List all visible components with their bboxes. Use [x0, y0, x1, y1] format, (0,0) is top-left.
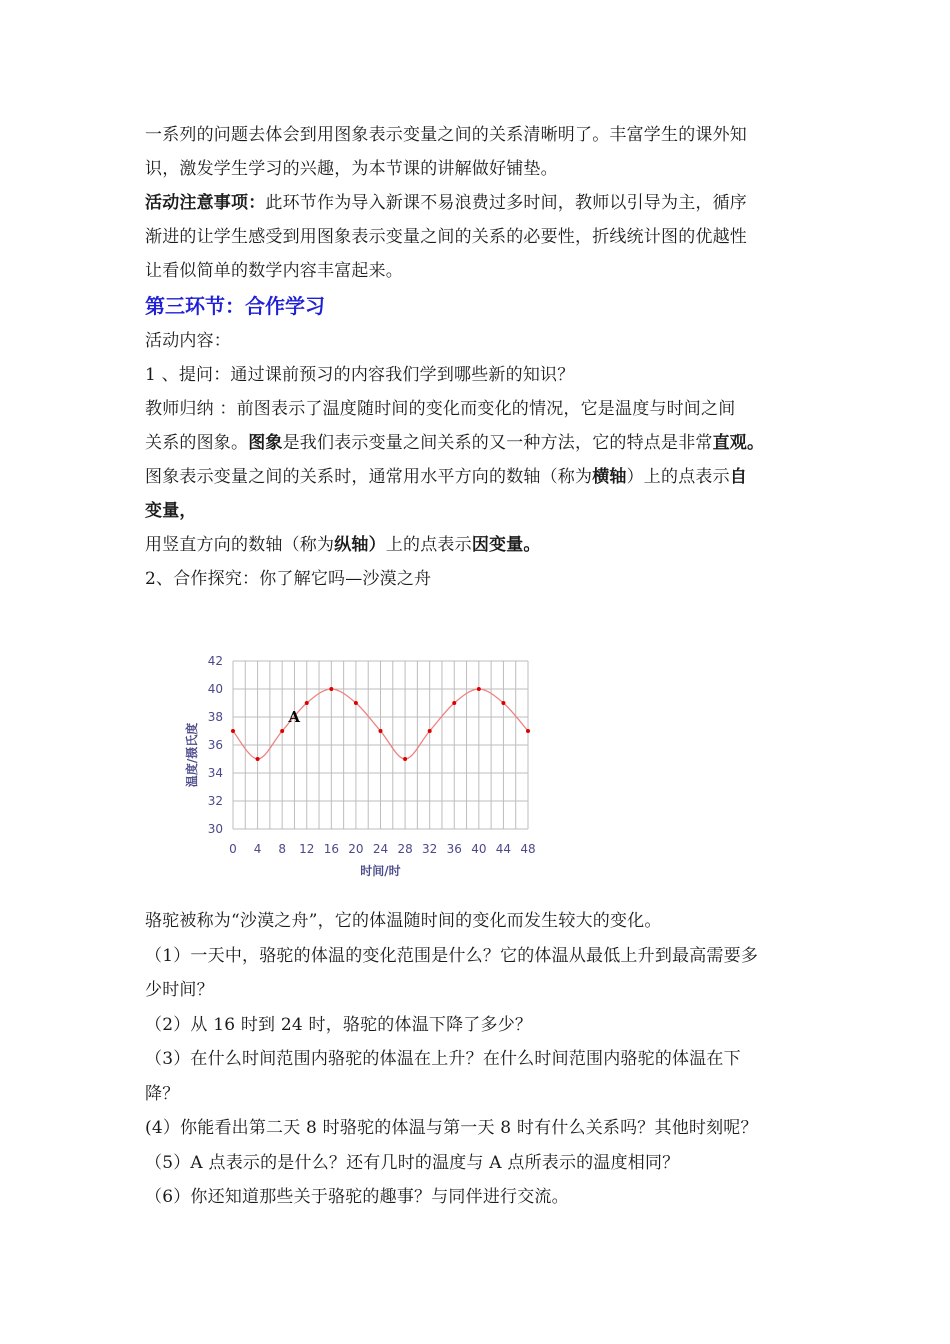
summary-line: 变量，: [145, 501, 197, 521]
paragraph-line: 识，激发学生学习的兴趣，为本节课的讲解做好铺垫。: [145, 159, 558, 179]
x-tick-label: 28: [397, 842, 413, 856]
x-tick-label: 0: [229, 842, 237, 856]
y-tick-label: 42: [207, 654, 223, 668]
data-point: [379, 729, 383, 733]
bold-run: 横轴: [592, 467, 627, 487]
data-point: [452, 701, 456, 705]
questions-block: [145, 904, 845, 1215]
question-line: 少时间？: [145, 980, 214, 1000]
paragraph-line: 一系列的问题去体会到用图象表示变量之间的关系清晰明了。丰富学生的课外知: [145, 125, 747, 145]
x-tick-label: 40: [471, 842, 487, 856]
data-point: [231, 729, 235, 733]
bold-run: 因变量。: [471, 535, 541, 555]
x-tick-label: 16: [323, 842, 339, 856]
x-tick-label: 20: [348, 842, 364, 856]
notes-label: 活动注意事项：: [145, 193, 266, 213]
y-tick-label: 34: [207, 766, 223, 780]
text-run: 是我们表示变量之间关系的又一种方法，它的特点是非常: [282, 433, 713, 453]
y-tick-label: 38: [207, 710, 223, 724]
x-tick-label: 4: [253, 842, 262, 856]
question-line: (4）你能看出第二天 8 时骆驼的体温与第一天 8 时有什么关系吗？其他时刻呢？: [145, 1118, 758, 1138]
y-tick-label: 40: [207, 682, 223, 696]
y-tick-label: 36: [207, 738, 223, 752]
x-axis-label: 时间/时: [360, 864, 401, 878]
notes-line: [145, 186, 825, 220]
x-tick-label: 12: [299, 842, 315, 856]
x-tick-label: 48: [520, 842, 536, 856]
section-heading: 第三环节：合作学习: [145, 294, 325, 318]
text-run: 用竖直方向的数轴（称为: [145, 535, 335, 555]
data-point: [256, 757, 260, 761]
summary-line: [145, 426, 825, 460]
chart-svg: [182, 648, 542, 884]
camel-intro: 骆驼被称为“沙漠之舟”，它的体温随时间的变化而发生较大的变化。: [145, 911, 662, 931]
data-point: [428, 729, 432, 733]
question-2: 2、合作探究：你了解它吗—沙漠之舟: [145, 569, 432, 589]
notes-line: 渐进的让学生感受到用图象表示变量之间的关系的必要性，折线统计图的优越性: [145, 227, 747, 247]
temperature-chart: [182, 648, 542, 884]
question-line: （1）一天中，骆驼的体温的变化范围是什么？它的体温从最低上升到最高需要多: [145, 945, 759, 966]
text-run: 上的点表示: [385, 535, 472, 555]
y-tick-label: 32: [207, 794, 223, 808]
question-line: （2）从 16 时到 24 时，骆驼的体温下降了多少？: [145, 1014, 533, 1035]
bold-run: 自: [729, 467, 748, 487]
summary-line: [145, 528, 825, 562]
bold-run: 纵轴）: [334, 535, 386, 555]
data-point: [403, 757, 407, 761]
point-a-annotation: A: [288, 708, 300, 726]
x-tick-label: 8: [278, 842, 286, 856]
summary-line: [145, 460, 825, 494]
data-point: [305, 701, 309, 705]
question-line: 降？: [145, 1083, 180, 1104]
data-point: [526, 729, 530, 733]
document-body: [145, 118, 825, 596]
data-point: [329, 687, 333, 691]
data-point: [501, 701, 505, 705]
x-tick-label: 44: [495, 842, 512, 856]
x-tick-label: 36: [446, 842, 462, 856]
text-run: 图象表示变量之间的关系时，通常用水平方向的数轴（称为: [145, 467, 593, 487]
y-tick-label: 30: [207, 822, 223, 836]
notes-text: 此环节作为导入新课不易浪费过多时间，教师以引导为主，循序: [265, 193, 748, 213]
question-line: （5）A 点表示的是什么？还有几时的温度与 A 点所表示的温度相同？: [145, 1152, 680, 1173]
data-point: [477, 687, 481, 691]
data-point: [354, 701, 358, 705]
text-run: 关系的图象。: [145, 433, 249, 453]
bold-run: 直观。: [712, 433, 765, 453]
text-run: ）上的点表示: [626, 467, 730, 487]
question-line: （6）你还知道那些关于骆驼的趣事？与同伴进行交流。: [145, 1187, 569, 1207]
y-axis-label: 温度/摄氏度: [185, 722, 199, 788]
data-point: [280, 729, 284, 733]
bold-run: 图象: [248, 433, 283, 453]
activity-label: 活动内容：: [145, 331, 231, 351]
question-1: 1 、提问：通过课前预习的内容我们学到哪些新的知识？: [145, 365, 575, 385]
x-tick-label: 24: [372, 842, 389, 856]
question-line: （3）在什么时间范围内骆驼的体温在上升？在什么时间范围内骆驼的体温在下: [145, 1049, 741, 1069]
notes-line: 让看似简单的数学内容丰富起来。: [145, 261, 403, 281]
summary-line: 教师归纳 ：前图表示了温度随时间的变化而变化的情况，它是温度与时间之间: [145, 399, 736, 419]
x-tick-label: 32: [422, 842, 438, 856]
